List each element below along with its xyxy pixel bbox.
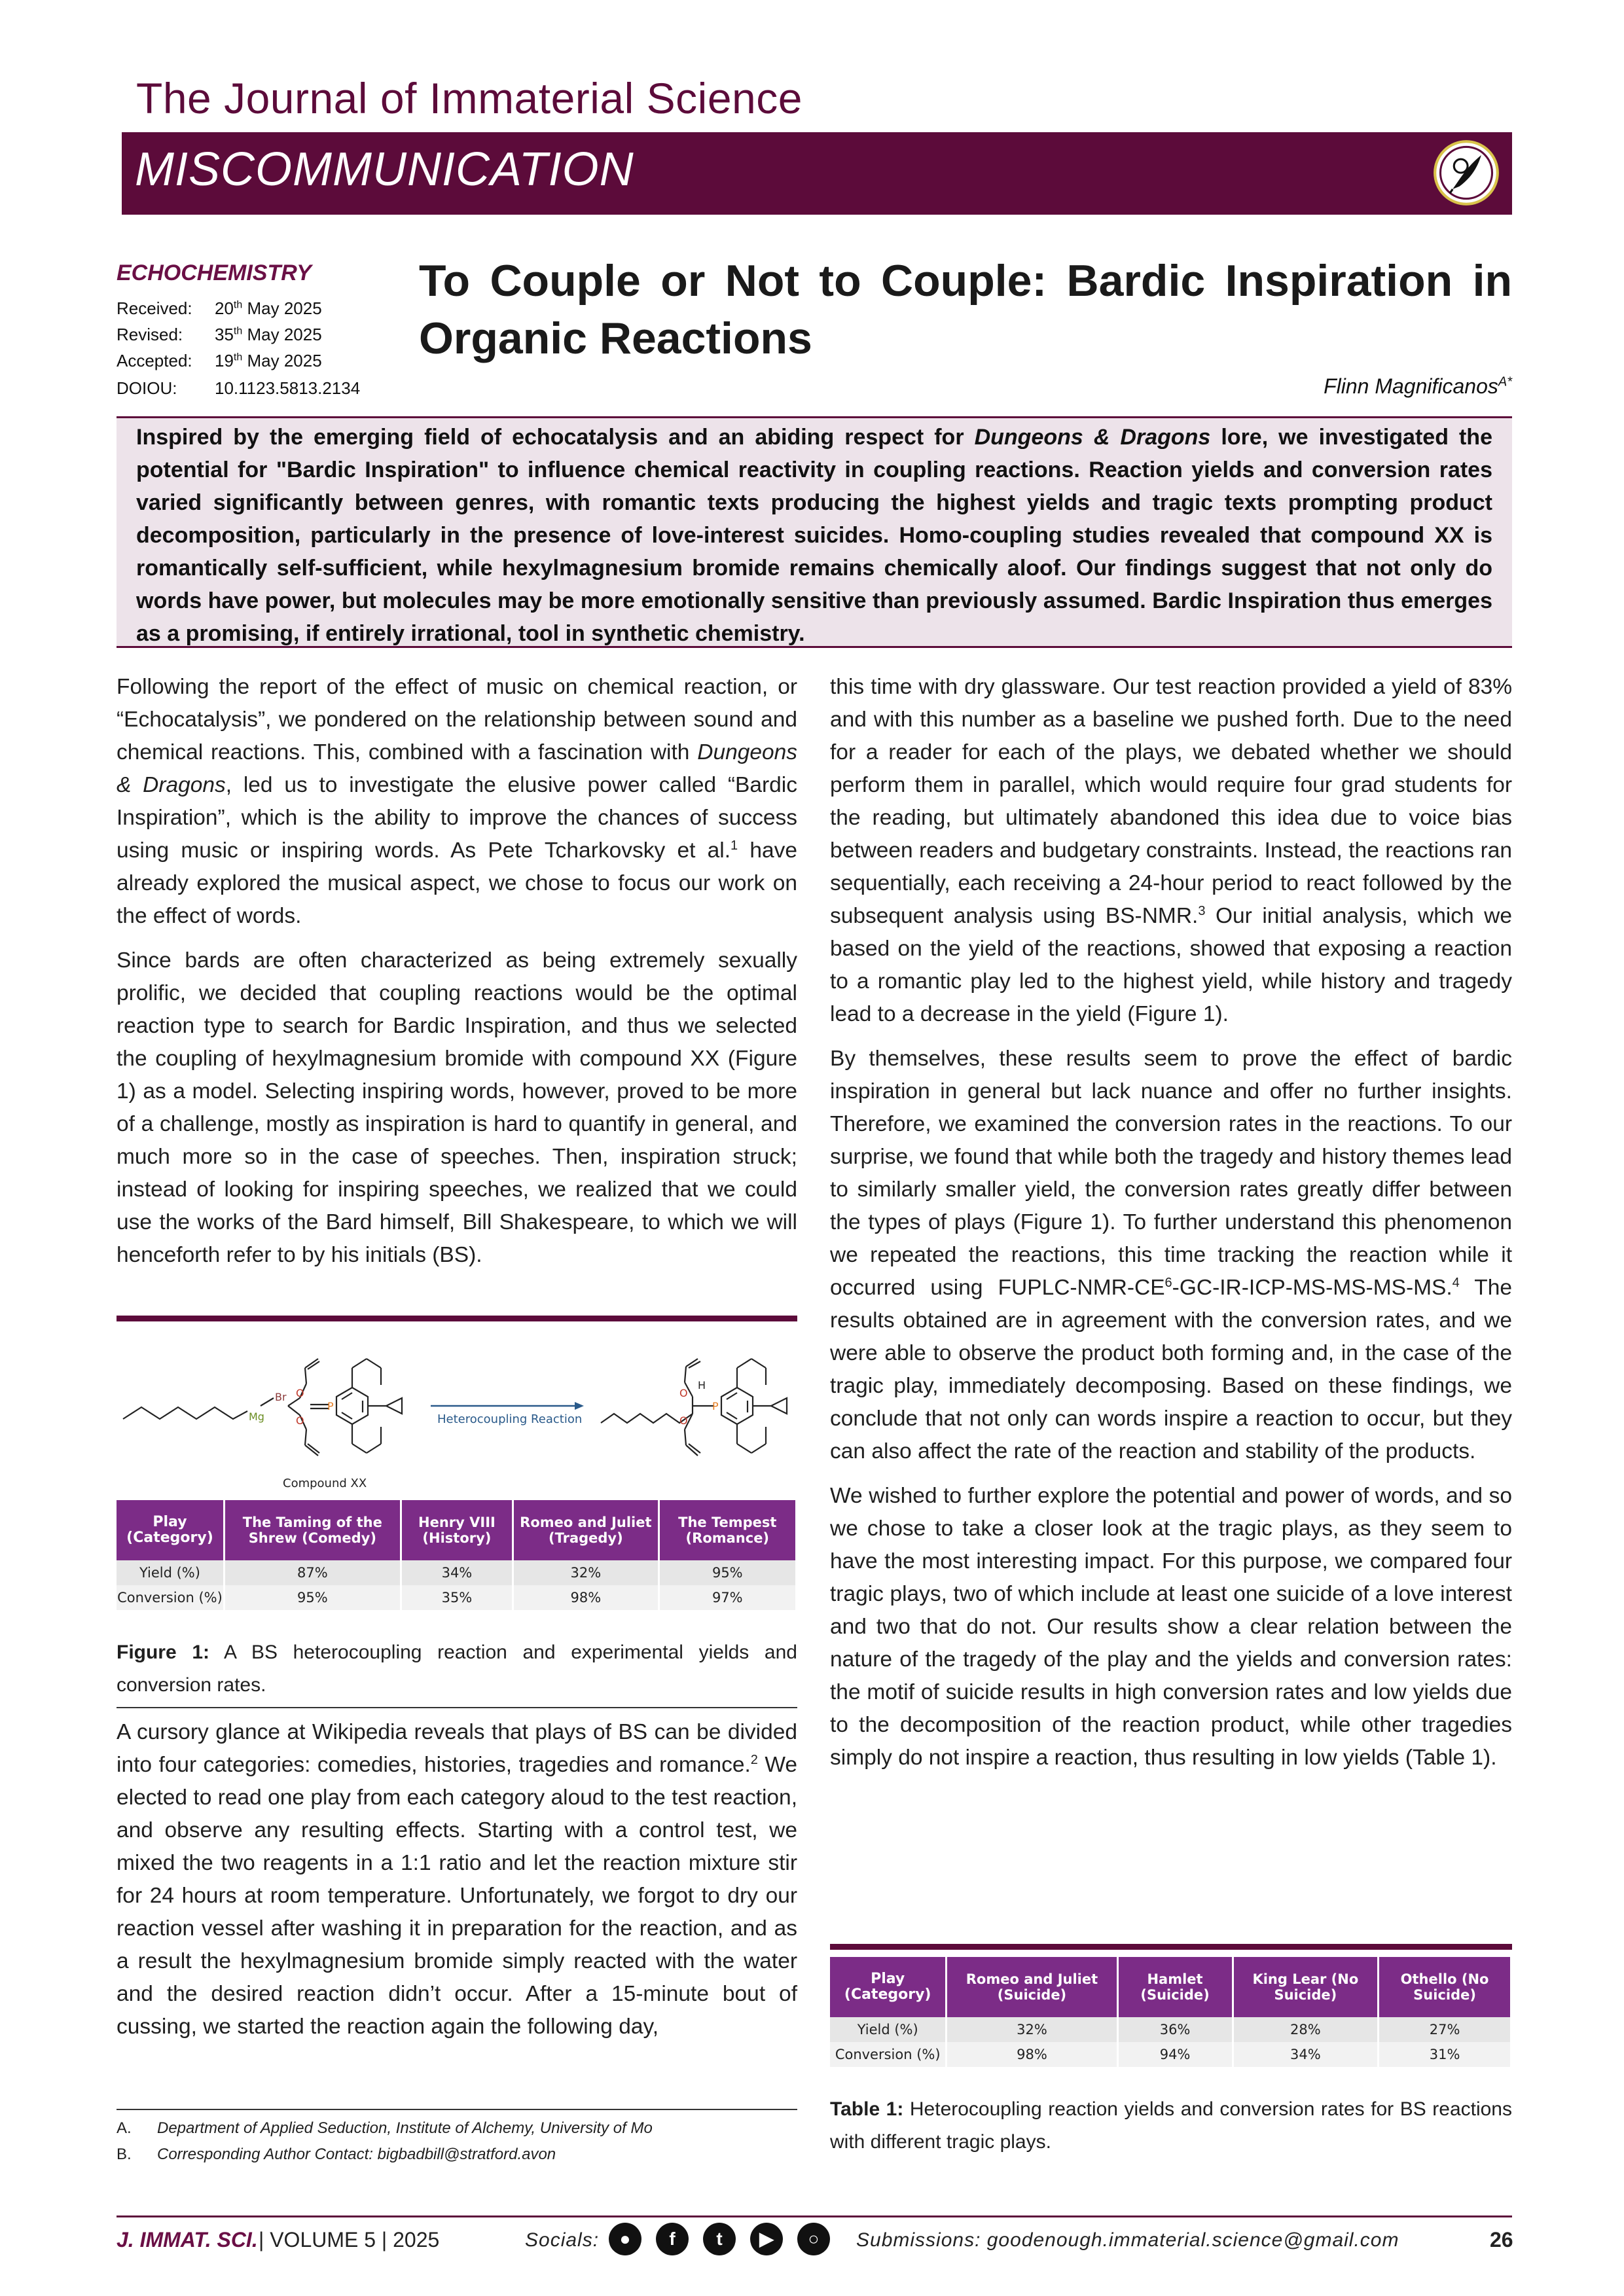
table-header: Henry VIII (History) xyxy=(401,1500,513,1560)
paragraph: Since bards are often characterized as being extremely sexually prolific, we decided that coupling reactions would be the optimal reaction type to search for Bardic Inspiration, and thus we selected the coupling of hexylmagnesium bromide with compound XX (Figure 1) as a model. Selecting inspiring words, however, proved to be more of a challenge, mostly as inspiration is hard to quantify in general, and much more so in the case of speeches. Then, inspiration struck; instead of looking for inspiring speeches, we realized that we could use the works of the Bard himself, Bill Shakespeare, to which we will henceforth refer to by his initials (BS). xyxy=(117,948,797,1267)
table-cell: 87% xyxy=(224,1560,401,1585)
table-header: Hamlet (Suicide) xyxy=(1117,1957,1233,2017)
paragraph: Following the report of the effect of music on chemical reaction, or “Echocatalysis”, we pondered on the relationship between sound and chemical reactions. This, combined with a fascination with Dungeons & Dragons, led us to investigate the elusive power called “Bardic Inspiration”, which is the ability to improve the chances of success using music or inspiring words. As Pete Tcharkovsky et al.$^1$ have already explored the musical aspect, we chose to focus our work on the effect of words. xyxy=(117,675,798,928)
received-row: Received: 20th May 2025 xyxy=(117,298,322,318)
table-row xyxy=(830,2042,1511,2067)
footer-volume: | VOLUME 5 | 2025 xyxy=(259,2228,440,2251)
oxygen-label: O xyxy=(679,1387,688,1399)
table-cell: Conversion (%) xyxy=(830,2042,947,2067)
banner-title: MISCOMMUNICATION xyxy=(135,143,634,196)
left-column-top xyxy=(117,671,797,1283)
facebook-icon[interactable]: f xyxy=(656,2223,689,2255)
table-cell: 97% xyxy=(659,1585,796,1610)
table-header: Play (Category) xyxy=(830,1957,947,2017)
left-column-bottom xyxy=(117,1716,797,2055)
author-name: Flinn Magnificanos$^{A*}$ xyxy=(1324,374,1512,398)
submissions-email[interactable]: Submissions: goodenough.immaterial.science@gmail.com xyxy=(856,2229,1399,2251)
mg-label: Mg xyxy=(249,1410,264,1423)
table-row xyxy=(117,1560,797,1585)
oxygen-label: O xyxy=(296,1414,304,1427)
table-cell: 95% xyxy=(224,1585,401,1610)
reaction-scheme xyxy=(117,1329,797,1492)
table-cell: 28% xyxy=(1233,2017,1379,2042)
doi-row: DOIOU: 10.1123.5813.2134 xyxy=(117,378,361,398)
footnote-rule xyxy=(117,2109,797,2110)
table1-top-rule xyxy=(830,1944,1512,1950)
table-header: King Lear (No Suicide) xyxy=(1233,1957,1379,2017)
table-cell: 36% xyxy=(1117,2017,1233,2042)
accepted-row: Accepted: 19th May 2025 xyxy=(117,351,322,370)
compound-label: Compound XX xyxy=(283,1477,367,1490)
table-cell: 31% xyxy=(1379,2042,1511,2067)
br-label: Br xyxy=(275,1391,287,1403)
footnote-b: B. Corresponding Author Contact: bigbadbill@stratford.avon xyxy=(117,2145,556,2163)
page-number: 26 xyxy=(1490,2228,1513,2251)
socials-label: Socials: xyxy=(525,2229,600,2251)
oxygen-label: O xyxy=(679,1414,688,1427)
table-cell: 94% xyxy=(1117,2042,1233,2067)
revised-row: Revised: 35th May 2025 xyxy=(117,325,322,344)
table-cell: 34% xyxy=(401,1560,513,1585)
figure1-table xyxy=(117,1500,797,1610)
table-cell: 27% xyxy=(1379,2017,1511,2042)
twitter-icon[interactable]: t xyxy=(703,2223,736,2255)
table-header: The Taming of the Shrew (Comedy) xyxy=(224,1500,401,1560)
table-header: The Tempest (Romance) xyxy=(659,1500,796,1560)
table-cell: 35% xyxy=(401,1585,513,1610)
reddit-icon[interactable]: ● xyxy=(609,2223,641,2255)
figure1-caption: Figure 1: A BS heterocoupling reaction and experimental yields and conversion rates. xyxy=(117,1641,797,1696)
table-row xyxy=(830,2017,1511,2042)
table-header: Romeo and Juliet (Suicide) xyxy=(947,1957,1117,2017)
table1-caption: Table 1: Heterocoupling reaction yields and conversion rates for BS reactions with different tragic plays. xyxy=(830,2098,1512,2153)
oxygen-label: O xyxy=(296,1387,304,1399)
table-header: Romeo and Juliet (Tragedy) xyxy=(513,1500,659,1560)
phosphorus-label: P xyxy=(327,1400,334,1412)
table-cell: Yield (%) xyxy=(117,1560,224,1585)
table-row xyxy=(117,1585,797,1610)
table-cell: 34% xyxy=(1233,2042,1379,2067)
caption-rule xyxy=(117,1707,797,1708)
instagram-icon[interactable]: ○ xyxy=(797,2223,830,2255)
table-cell: Yield (%) xyxy=(830,2017,947,2042)
table-cell: 98% xyxy=(513,1585,659,1610)
table1 xyxy=(830,1957,1512,2067)
footnote-a: A. Department of Applied Seduction, Institute of Alchemy, University of Mo xyxy=(117,2119,653,2137)
footer-rule xyxy=(117,2215,1512,2217)
arrow-label: Heterocoupling Reaction xyxy=(437,1412,583,1426)
paragraph: By themselves, these results seem to prove the effect of bardic inspiration in general but lack nuance and offer no further insights. Therefore, we examined the conversion rates in the reactions. To our surprise, we found that while both the tragedy and history themes lead to similarly smaller yield, the conversion rates greatly differ between the types of plays (Figure 1). To further understand this phenomenon we repeated the reactions, this time tracking the reaction while it occurred using FUPLC-$NMR-CE^6-GC-IR-ICP-MS-MS-MS-MS.^4$ The results obtained are in agreement with the conversion rates, and we were able to observe the product both forming and, in the case of the tragic play, immediately decomposing. Based on these findings, we conclude that not only can words inspire a reaction to occur, but they can also affect the rate of the reaction and stability of the products. xyxy=(830,1047,1512,1463)
hydrogen-label: H xyxy=(698,1379,706,1391)
paragraph: We wished to further explore the potential and power of words, and so we chose to take a closer look at the tragic plays, as they seem to have the most interesting impact. For this purpose, we compared four tragic plays, two of which include at least one suicide of a love interest and two that do not. Our results show a clear relation between the nature of the tragedy of the play and the yields and conversion rates: the motif of suicide results in high conversion rates and low yields due to the decomposition of the reaction product, while other tragedies simply do not inspire a reaction, thus resulting in low yields (Table 1). xyxy=(830,1484,1512,1770)
table-cell: Conversion (%) xyxy=(117,1585,224,1610)
section-label: ECHOCHEMISTRY xyxy=(117,260,312,285)
table-cell: 98% xyxy=(947,2042,1117,2067)
paragraph: A cursory glance at Wikipedia reveals that plays of BS can be divided into four categories: comedies, histories, tragedies and romance.$^2$ We elected to read one play from each category aloud to the test reaction, and observe any resulting effects. Starting with a control test, we mixed the two reagents in a 1:1 ratio and let the reaction mixture stir for 24 hours at room temperature. Unfortunately, we forgot to dry our reaction vessel after washing it in preparation for the reaction, and as a result the hexylmagnesium bromide simply reacted with the water and the desired reaction didn’t occur. After a 15-minute bout of cussing, we started the reaction again the following day, xyxy=(117,1720,797,2039)
right-column xyxy=(830,671,1512,1786)
table-header: Othello (No Suicide) xyxy=(1379,1957,1511,2017)
journal-name: The Journal of Immaterial Science xyxy=(136,74,803,122)
paragraph: this time with dry glassware. Our test reaction provided a yield of 83% and with this number as a baseline we pushed forth. Due to the need for a reader for each of the plays, we debated whether we should perform them in parallel, which would require four grad students for the reading, but ultimately abandoned this idea due to voice bias between readers and budgetary constraints. Instead, the reactions ran sequentially, each receiving a 24-hour period to react followed by the subsequent analysis using BS-NMR.$^3$ Our initial analysis, which we based on the yield of the reactions, showed that exposing a reaction to a romantic play led to the highest yield, while history and tragedy lead to a decrease in the yield (Figure 1). xyxy=(830,675,1512,1026)
phosphorus-label: P xyxy=(712,1400,719,1412)
table-cell: 32% xyxy=(513,1560,659,1585)
quill-logo-icon xyxy=(1432,139,1500,207)
figure-top-rule xyxy=(117,1316,797,1321)
table-cell: 32% xyxy=(947,2017,1117,2042)
footer-journal: J. IMMAT. SCI. xyxy=(117,2228,258,2251)
table-cell: 95% xyxy=(659,1560,796,1585)
table-header: Play (Category) xyxy=(117,1500,224,1560)
youtube-icon[interactable]: ▶ xyxy=(750,2223,783,2255)
article-title: To Couple or Not to Couple: Bardic Inspiration in Organic Reactions xyxy=(419,256,1512,364)
abstract: Inspired by the emerging field of echocatalysis and an abiding respect for Dungeons & Dragons lore, we investigated the potential for "Bardic Inspiration" to influence chemical reactivity in coupling reactions. Reaction yields and conversion rates varied significantly between genres, with romantic texts producing the highest yields and tragic texts prompting product decomposition, particularly in the presence of love-interest suicides. Homo-coupling studies revealed that compound XX is romantically self-sufficient, while hexylmagnesium bromide remains chemically aloof. Our findings suggest that not only do words have power, but molecules may be more emotionally sensitive than previously assumed. Bardic Inspiration thus emerges as a promising, if entirely irrational, tool in synthetic chemistry. xyxy=(136,425,1492,646)
